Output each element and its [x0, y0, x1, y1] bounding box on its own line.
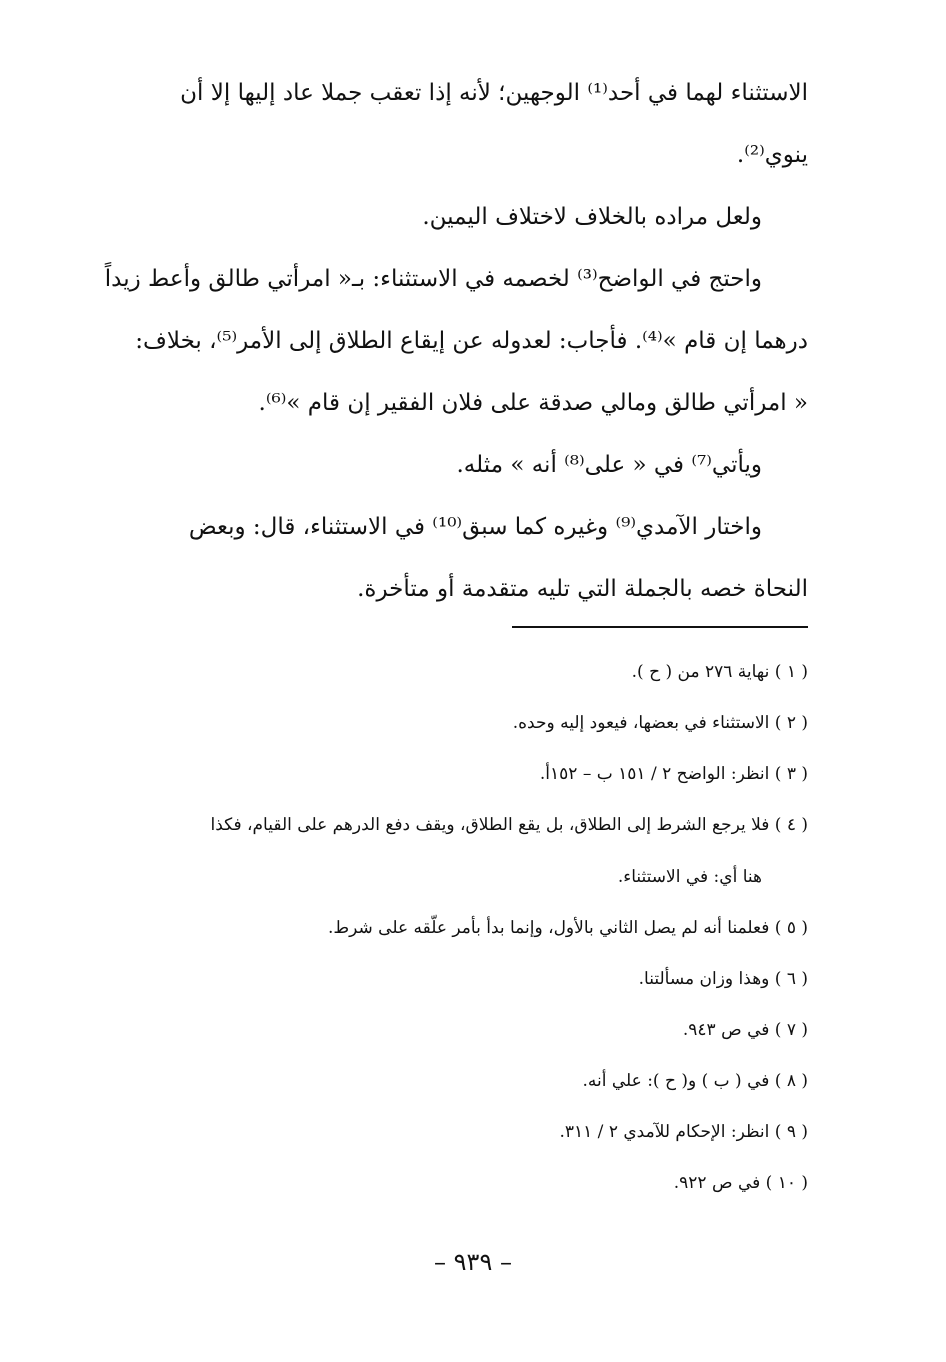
paragraph-2: ولعل مراده بالخلاف لاختلاف اليمين.: [422, 204, 762, 230]
footnote-7: ( ٧ ) في ص ٩٤٣.: [682, 1020, 808, 1040]
footnote-3: ( ٣ ) انظر: الواضح ٢ / ١٥١ ب – ١٥٢أ.: [539, 764, 808, 784]
page-number: – ٩٣٩ –: [434, 1248, 512, 1276]
footnote-5: ( ٥ ) فعلمنا أنه لم يصل الثاني بالأول، وإنما بدأ بأمر علّقه على شرط.: [328, 918, 808, 938]
paragraph-3-line-3: « امرأتي طالق ومالي صدقة على فلان الفقير إن قام »⁽⁶⁾.: [258, 390, 808, 416]
paragraph-3-line-2: درهما إن قام »⁽⁴⁾. فأجاب: لعدوله عن إيقاع الطلاق إلى الأمر⁽⁵⁾، بخلاف:: [135, 328, 808, 354]
footnotes: [86, 659, 808, 1221]
footnote-10: ( ١٠ ) في ص ٩٢٢.: [673, 1173, 808, 1193]
paragraph-3-line-1: واحتج في الواضح⁽³⁾ لخصمه في الاستثناء: بـ« امرأتي طالق وأعط زيداً: [104, 266, 762, 292]
footnote-8: ( ٨ ) في ( ب ) و( ح ): علي أنه.: [582, 1071, 808, 1091]
footnote-2: ( ٢ ) الاستثناء في بعضها، فيعود إليه وحده.: [512, 713, 808, 733]
paragraph-1-line-2: ينوي⁽²⁾.: [736, 142, 808, 168]
footnote-4-line-2: هنا أي: في الاستثناء.: [617, 867, 762, 887]
footnote-9: ( ٩ ) انظر: الإحكام للآمدي ٢ / ٣١١.: [559, 1122, 808, 1142]
footnote-4: [86, 812, 808, 890]
footnote-6: ( ٦ ) وهذا وزان مسألتنا.: [638, 969, 808, 989]
main-text: [86, 62, 808, 620]
footnote-4-line-1: ( ٤ ) فلا يرجع الشرط إلى الطلاق، بل يقع الطلاق، ويقف دفع الدرهم على القيام، فكذا: [210, 815, 808, 835]
paragraph-1-line-1: الاستثناء لهما في أحد⁽¹⁾ الوجهين؛ لأنه إذا تعقب جملا عاد إليها إلا أن: [180, 80, 808, 106]
paragraph-5-line-2: النحاة خصه بالجملة التي تليه متقدمة أو متأخرة.: [357, 576, 808, 602]
paragraph-5-line-1: واختار الآمدي⁽⁹⁾ وغيره كما سبق⁽¹⁰⁾ في الاستثناء، قال: وبعض: [188, 514, 762, 540]
footnote-separator: [512, 626, 808, 628]
footnote-1: ( ١ ) نهاية ٢٧٦ من ( ح ).: [631, 662, 808, 682]
paragraph-4: ويأتي⁽⁷⁾ في « على⁽⁸⁾ أنه » مثله.: [456, 452, 762, 478]
